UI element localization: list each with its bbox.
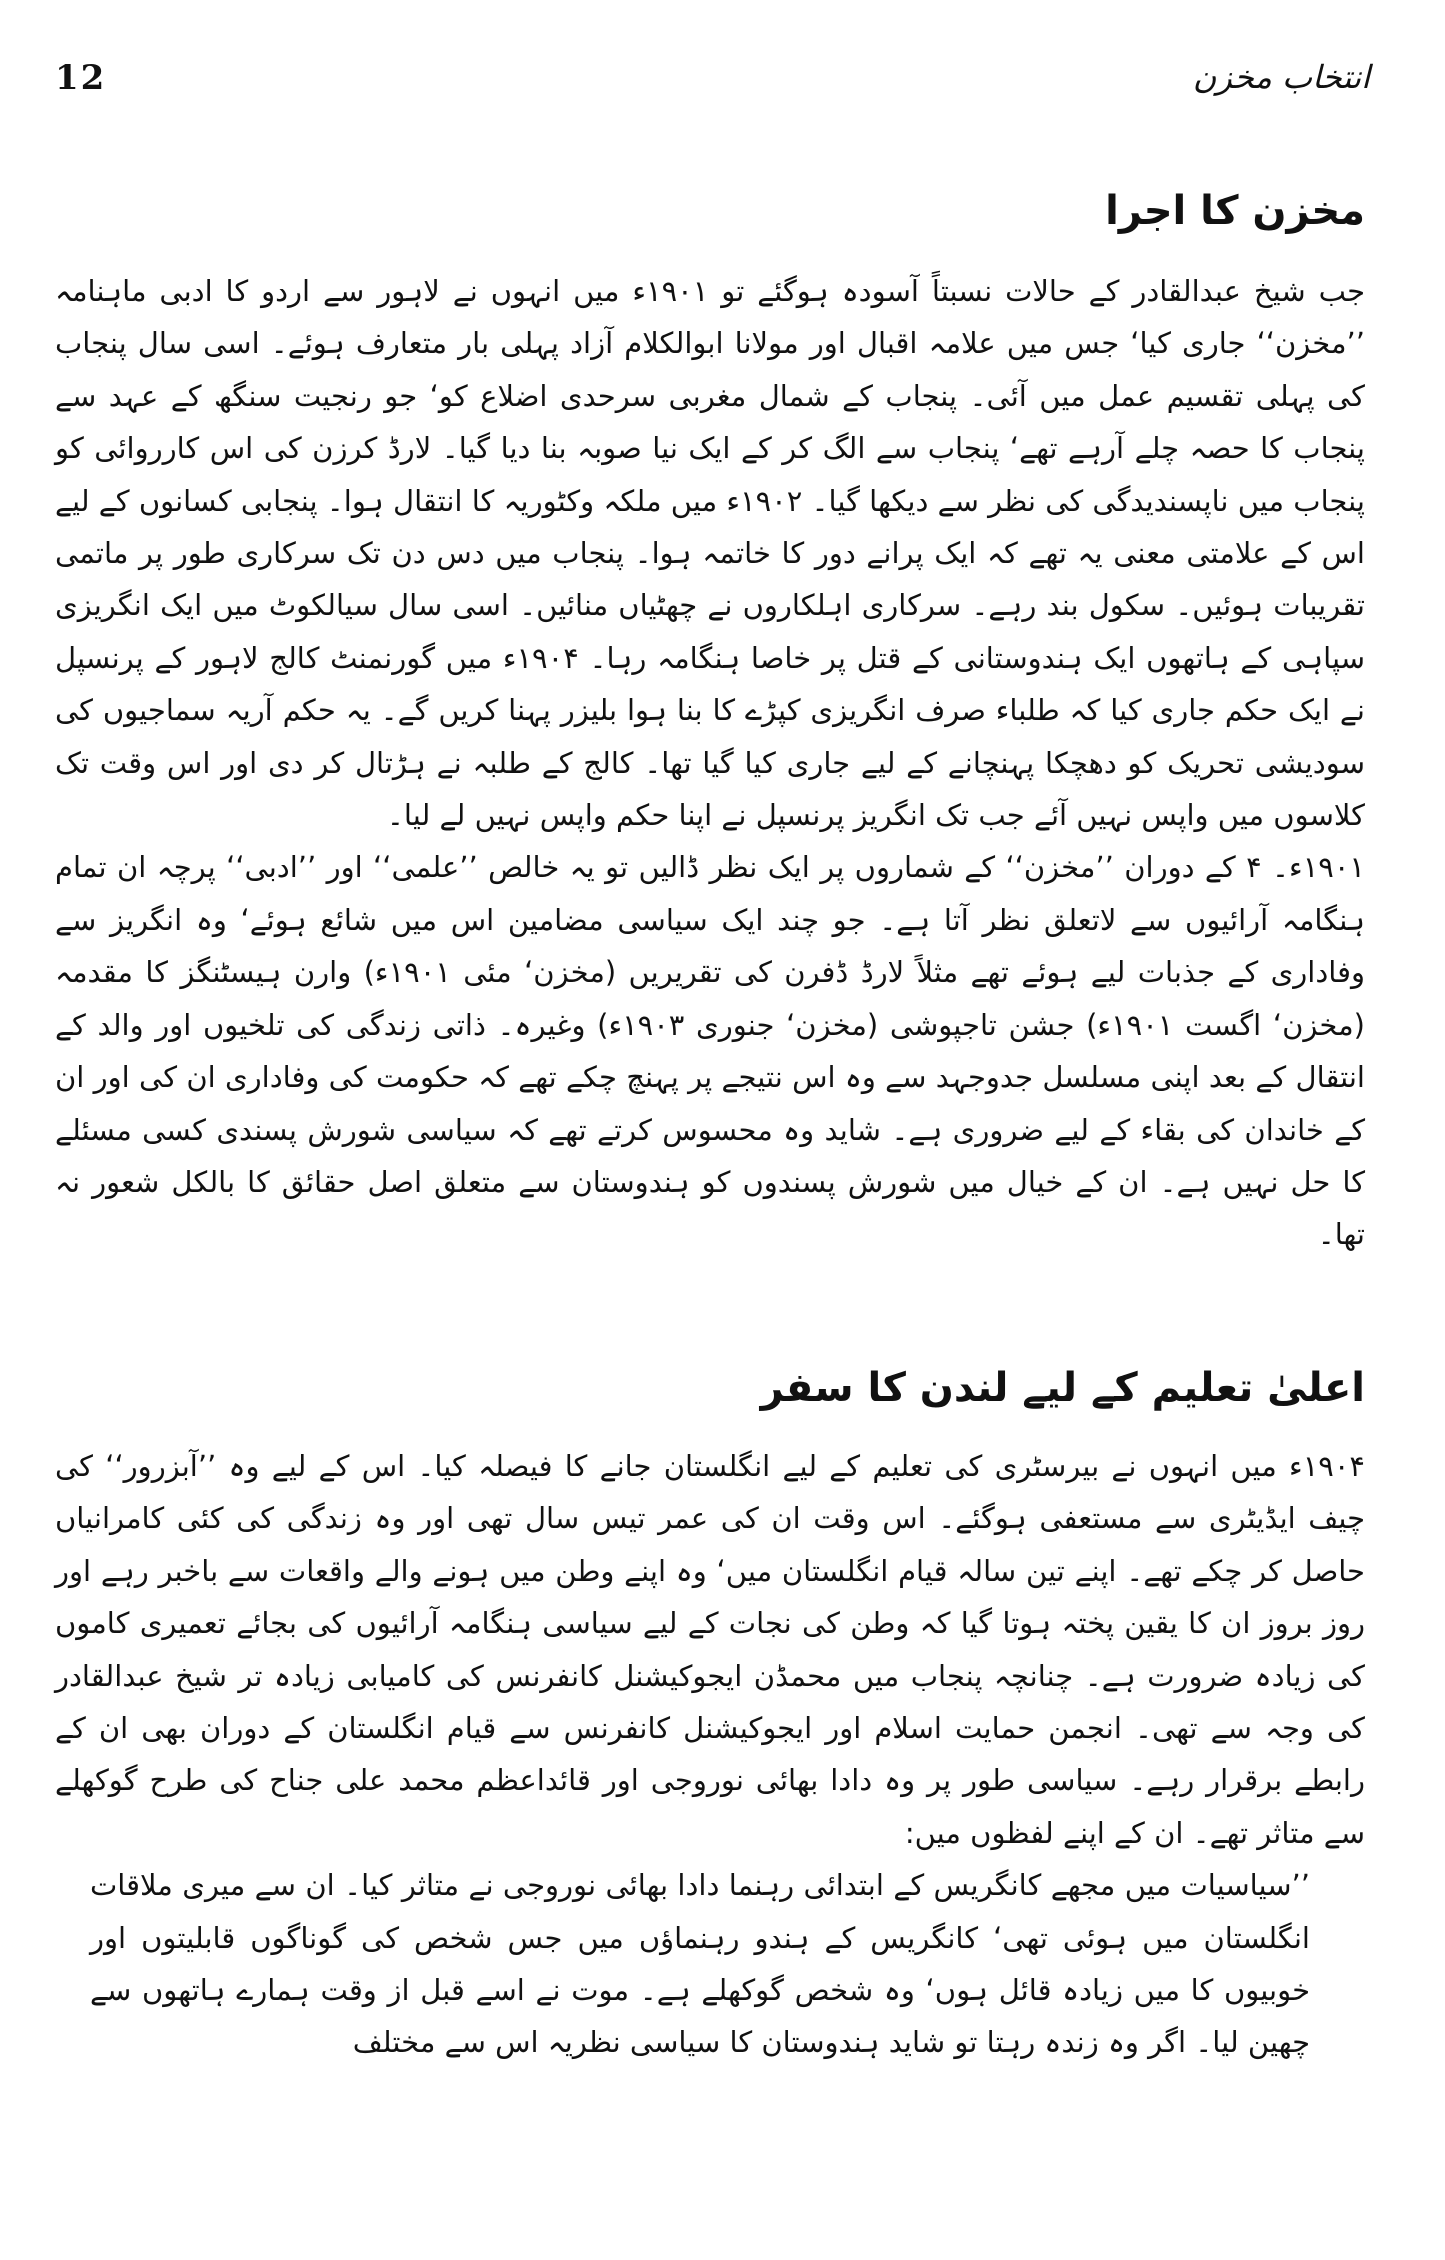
page-header	[55, 58, 1370, 128]
paragraph: ۱۹۰۱ء۔ ۴ کے دوران ’’مخزن‘‘ کے شماروں پر ایک نظر ڈالیں تو یہ خالص ’’علمی‘‘ اور ’’ادبی‘‘ پرچہ ان تمام ہنگامہ آرائیوں سے لاتعلق نظر آتا ہے۔ جو چند ایک سیاسی مضامین اس میں شائع ہوئے‘ وہ انگریز سے وفاداری کے جذبات لیے ہوئے تھے مثلاً لارڈ ڈفرن کی تقریریں (مخزن‘ مئی ۱۹۰۱ء) وارن ہیسٹنگز کا مقدمہ (مخزن‘ اگست ۱۹۰۱ء) جشن تاجپوشی (مخزن‘ جنوری ۱۹۰۳ء) وغیرہ۔ ذاتی زندگی کی تلخیوں اور والد کے انتقال کے بعد اپنی مسلسل جدوجہد سے وہ اس نتیجے پر پہنچ چکے تھے کہ حکومت کی وفاداری ان کی اور ان کے خاندان کی بقاء کے لیے ضروری ہے۔ شاید وہ محسوس کرتے تھے کہ سیاسی شورش پسندی کسی مسئلے کا حل نہیں ہے۔ ان کے خیال میں شورش پسندوں کو ہندوستان سے متعلق اصل حقائق کا بالکل شعور نہ تھا۔	[55, 850, 1365, 1252]
block-quote: ’’سیاسیات میں مجھے کانگریس کے ابتدائی رہنما دادا بھائی نوروجی نے متاثر کیا۔ ان سے میری ملاقات انگلستان میں ہوئی تھی‘ کانگریس کے ہندو رہنماؤں میں جس شخص کی گوناگوں قابلیتوں اور خوبیوں کا میں زیادہ قائل ہوں‘ وہ شخص گوکھلے ہے۔ موت نے اسے قبل از وقت ہمارے ہاتھوں سے چھین لیا۔ اگر وہ زندہ رہتا تو شاید ہندوستان کا سیاسی نظریہ اس سے مختلف	[90, 1868, 1310, 2060]
section-body-makhzan-launch	[55, 265, 1365, 1261]
paragraph: جب شیخ عبدالقادر کے حالات نسبتاً آسودہ ہوگئے تو ۱۹۰۱ء میں انہوں نے لاہور سے اردو کا ادبی ماہنامہ ’’مخزن‘‘ جاری کیا‘ جس میں علامہ اقبال اور مولانا ابوالکلام آزاد پہلی بار متعارف ہوئے۔ اسی سال پنجاب کی پہلی تقسیم عمل میں آئی۔ پنجاب کے شمال مغربی سرحدی اضلاع کو‘ جو رنجیت سنگھ کے عہد سے پنجاب کا حصہ چلے آرہے تھے‘ پنجاب سے الگ کر کے ایک نیا صوبہ بنا دیا گیا۔ لارڈ کرزن کی اس کارروائی کو پنجاب میں ناپسندیدگی کی نظر سے دیکھا گیا۔ ۱۹۰۲ء میں ملکہ وکٹوریہ کا انتقال ہوا۔ پنجابی کسانوں کے لیے اس کے علامتی معنی یہ تھے کہ ایک پرانے دور کا خاتمہ ہوا۔ پنجاب میں دس دن تک سرکاری طور پر ماتمی تقریبات ہوئیں۔ سکول بند رہے۔ سرکاری اہلکاروں نے چھٹیاں منائیں۔ اسی سال سیالکوٹ میں ایک انگریزی سپاہی کے ہاتھوں ایک ہندوستانی کے قتل پر خاصا ہنگامہ رہا۔ ۱۹۰۴ء میں گورنمنٹ کالج لاہور کے پرنسپل نے ایک حکم جاری کیا کہ طلباء صرف انگریزی کپڑے کا بنا ہوا بلیزر پہنا کریں گے۔ یہ حکم آریہ سماجیوں کی سودیشی تحریک کو دھچکا پہنچانے کے لیے جاری کیا گیا تھا۔ کالج کے طلبہ نے ہڑتال کر دی اور اس وقت تک کلاسوں میں واپس نہیں آئے جب تک انگریز پرنسپل نے اپنا حکم واپس نہیں لے لیا۔	[55, 274, 1366, 833]
paragraph: ۱۹۰۴ء میں انہوں نے بیرسٹری کی تعلیم کے لیے انگلستان جانے کا فیصلہ کیا۔ اس کے لیے وہ ’’آبزرور‘‘ کی چیف ایڈیٹری سے مستعفی ہوگئے۔ اس وقت ان کی عمر تیس سال تھی اور وہ زندگی کی کئی کامرانیاں حاصل کر چکے تھے۔ اپنے تین سالہ قیام انگلستان میں‘ وہ اپنے وطن میں ہونے والے واقعات سے باخبر رہے اور روز بروز ان کا یقین پختہ ہوتا گیا کہ وطن کی نجات کے لیے سیاسی ہنگامہ آرائیوں کی بجائے تعمیری کاموں کی زیادہ ضرورت ہے۔ چنانچہ پنجاب میں محمڈن ایجوکیشنل کانفرنس کی کامیابی زیادہ تر شیخ عبدالقادر کی وجہ سے تھی۔ انجمن حمایت اسلام اور ایجوکیشنل کانفرنس سے قیام انگلستان کے دوران بھی ان کے رابطے برقرار رہے۔ سیاسی طور پر وہ دادا بھائی نوروجی اور قائداعظم محمد علی جناح کی طرح گوکھلے سے متاثر تھے۔ ان کے اپنے لفظوں میں:	[55, 1449, 1365, 1850]
section-body-london-travel	[55, 1440, 1365, 2069]
page-number: 12	[55, 58, 107, 98]
running-title: انتخاب مخزن	[1192, 58, 1370, 96]
section-heading-makhzan-launch: مخزن کا اجرا	[1105, 188, 1365, 234]
section-heading-london-travel: اعلیٰ تعلیم کے لیے لندن کا سفر	[760, 1365, 1365, 1411]
